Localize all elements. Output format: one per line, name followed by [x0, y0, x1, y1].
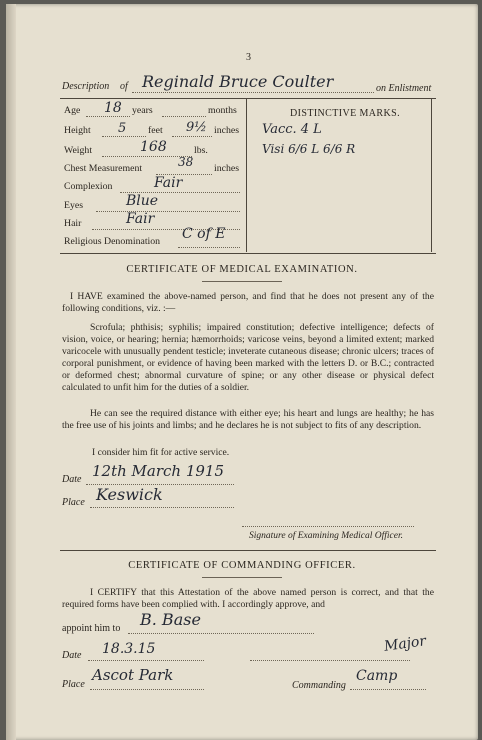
commanding-para-1: I CERTIFY that this Attestation of the above named person is correct, and that the required forms have been complied with. I accordingly approve, and: [62, 587, 434, 610]
attestation-sheet: [6, 4, 478, 740]
lbs-label: lbs.: [194, 145, 208, 156]
appoint-value: B. Base: [140, 610, 201, 629]
on-enlistment-label: on Enlistment: [376, 83, 432, 94]
complexion-value: Fair: [154, 175, 183, 191]
eyes-label: Eyes: [64, 200, 84, 211]
eyes-value: Blue: [126, 193, 159, 209]
months-label: months: [208, 105, 237, 116]
medical-para-4: I consider him fit for active service.: [92, 447, 230, 458]
description-label: Description: [62, 81, 110, 92]
distinctive-marks-line1: Vacc. 4 L: [262, 122, 322, 137]
chest-value: 38: [178, 155, 194, 169]
medical-place-label: Place: [62, 497, 85, 508]
appoint-label: appoint him to: [62, 623, 121, 634]
hair-label: Hair: [64, 218, 82, 229]
medical-officer-signature-label: Signature of Examining Medical Officer.: [249, 531, 403, 541]
commanding-certificate-title: CERTIFICATE OF COMMANDING OFFICER.: [128, 560, 356, 571]
commanding-place-value: Ascot Park: [92, 666, 174, 684]
religion-label: Religious Denomination: [64, 236, 161, 247]
medical-date-label: Date: [62, 474, 82, 485]
commanding-date-label: Date: [62, 650, 82, 661]
feet-label: feet: [148, 125, 163, 136]
height-inches-value: 9½: [186, 120, 207, 135]
commanding-place-label: Place: [62, 679, 85, 690]
distinctive-marks-line2: Visi 6/6 L 6/6 R: [262, 142, 356, 156]
medical-para-1: I HAVE examined the above-named person, and find that he does not present any of the following conditions, viz. :—: [62, 291, 434, 314]
years-label: years: [132, 105, 153, 116]
age-value: 18: [104, 100, 122, 116]
of-label: of: [120, 81, 128, 92]
commanding-rank-value: Major: [383, 633, 428, 655]
height-feet-value: 5: [118, 121, 127, 136]
medical-certificate-title: CERTIFICATE OF MEDICAL EXAMINATION.: [126, 264, 358, 275]
recruit-name: Reginald Bruce Coulter: [142, 72, 334, 91]
medical-date-value: 12th March 1915: [92, 462, 225, 480]
chest-label: Chest Measurement: [64, 163, 143, 174]
weight-value: 168: [140, 139, 167, 155]
distinctive-marks-title: DISTINCTIVE MARKS.: [290, 108, 400, 119]
religion-value: C of E: [182, 226, 226, 242]
commanding-unit-value: Camp: [356, 668, 398, 684]
complexion-label: Complexion: [64, 181, 113, 192]
inches-label: inches: [214, 125, 240, 136]
weight-label: Weight: [64, 145, 93, 156]
age-label: Age: [64, 105, 81, 116]
medical-conditions-list: Scrofula; phthisis; syphilis; impaired constitution; defective intelligence; defects of vision, voice, or hearing; hernia; hæmorrhoids; varicose veins, beyond a limited extent; marked varicocele with unusually pendent testicle; inveterate cutaneous disease; chronic ulcers; traces of corporal punishment, or evidence of having been marked with the letters D. or B.C.; contracted or deformed chest; abnormal curvature of spine; or any other disease or physical defect calculated to unfit him for the duties of a soldier.: [62, 322, 434, 393]
chest-inches-label: inches: [214, 163, 240, 174]
commanding-label: Commanding: [292, 680, 346, 691]
medical-place-value: Keswick: [96, 485, 163, 504]
commanding-date-value: 18.3.15: [102, 641, 156, 657]
height-label: Height: [64, 125, 91, 136]
page-number: 3: [246, 52, 251, 63]
hair-value: Fair: [126, 211, 155, 227]
medical-para-3: He can see the required distance with either eye; his heart and lungs are healthy; he has the free use of his joints and limbs; and he declares he is not subject to fits of any description.: [62, 408, 434, 431]
